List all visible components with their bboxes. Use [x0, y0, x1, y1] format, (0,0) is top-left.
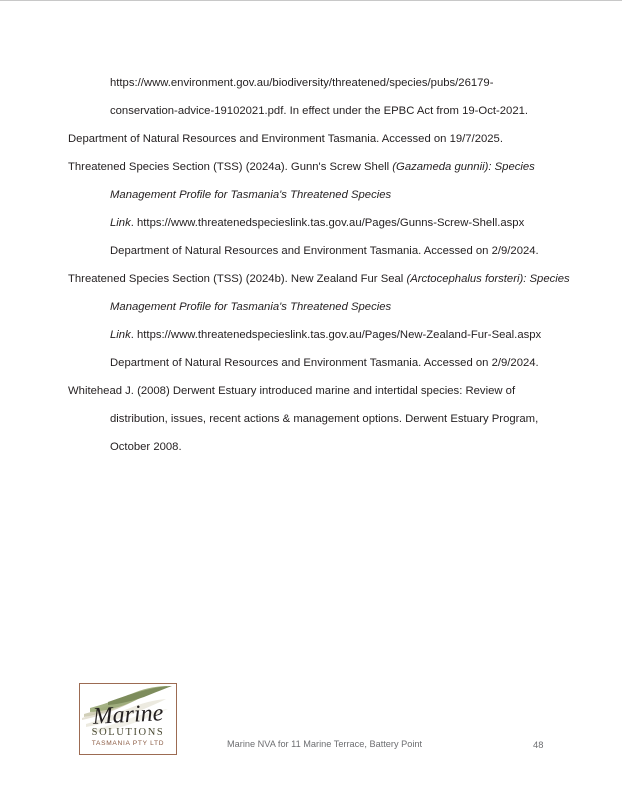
marine-solutions-logo: [79, 683, 177, 755]
reference-tss-2024a-gunns-screw-shell: [68, 153, 538, 265]
reference-text: Department of Natural Resources and Environment Tasmania. Accessed on 19/7/2025.: [68, 133, 503, 145]
reference-text: . https://www.threatenedspecieslink.tas.gov.au/Pages/Gunns-Screw-Shell.aspx: [130, 217, 525, 229]
reference-line: [68, 153, 538, 181]
reference-text: distribution, issues, recent actions & management options. Derwent Estuary Program,: [110, 413, 539, 425]
reference-text: Whitehead J. (2008) Derwent Estuary introduced marine and intertidal species: Review of: [68, 385, 516, 397]
reference-line: [68, 405, 538, 433]
reference-line: [68, 69, 538, 97]
reference-epbc-conservation-advice: [68, 69, 538, 153]
reference-text-italic: (Arctocephalus forsteri): Species: [406, 273, 570, 285]
logo-wordmark: Marine: [92, 700, 164, 730]
reference-text: October 2008.: [110, 441, 182, 453]
reference-text: Threatened Species Section (TSS) (2024a). Gunn's Screw Shell: [68, 161, 393, 173]
reference-list: [68, 69, 570, 461]
page-footer: [0, 683, 622, 763]
reference-line: [68, 377, 538, 405]
reference-line: [68, 209, 538, 237]
reference-text-italic: Link: [110, 329, 131, 341]
footer-document-title: Marine NVA for 11 Marine Terrace, Battery Point: [227, 739, 423, 749]
reference-text: https://www.environment.gov.au/biodiversity/threatened/species/pubs/26179-: [110, 77, 494, 89]
reference-text-italic: Management Profile for Tasmania's Threatened Species: [110, 301, 392, 313]
reference-text: Threatened Species Section (TSS) (2024b). New Zealand Fur Seal: [68, 273, 407, 285]
reference-line: [68, 97, 538, 125]
reference-line: [68, 181, 538, 209]
logo-tasmania-text: TASMANIA PTY LTD: [91, 740, 165, 747]
reference-text-italic: Management Profile for Tasmania's Threatened Species: [110, 189, 392, 201]
reference-line: [68, 265, 570, 293]
reference-text: Department of Natural Resources and Environment Tasmania. Accessed on 2/9/2024.: [110, 245, 539, 257]
reference-text-italic: (Gazameda gunnii): Species: [392, 161, 535, 173]
reference-whitehead-2008: [68, 377, 538, 461]
reference-tss-2024b-new-zealand-fur-seal: [68, 265, 570, 377]
reference-text: Department of Natural Resources and Environment Tasmania. Accessed on 2/9/2024.: [110, 357, 539, 369]
reference-line: [68, 433, 538, 461]
footer-page-number: 48: [533, 739, 544, 750]
logo-solutions-text: SOLUTIONS: [91, 727, 165, 738]
reference-text: conservation-advice-19102021.pdf. In effect under the EPBC Act from 19-Oct-2021.: [110, 105, 529, 117]
reference-line: [68, 349, 538, 377]
reference-line: [68, 125, 538, 153]
reference-line: [68, 293, 538, 321]
reference-line: [68, 321, 542, 349]
reference-text: . https://www.threatenedspecieslink.tas.gov.au/Pages/New-Zealand-Fur-Seal.aspx: [130, 329, 542, 341]
reference-text-italic: Link: [110, 217, 131, 229]
reference-line: [68, 237, 538, 265]
